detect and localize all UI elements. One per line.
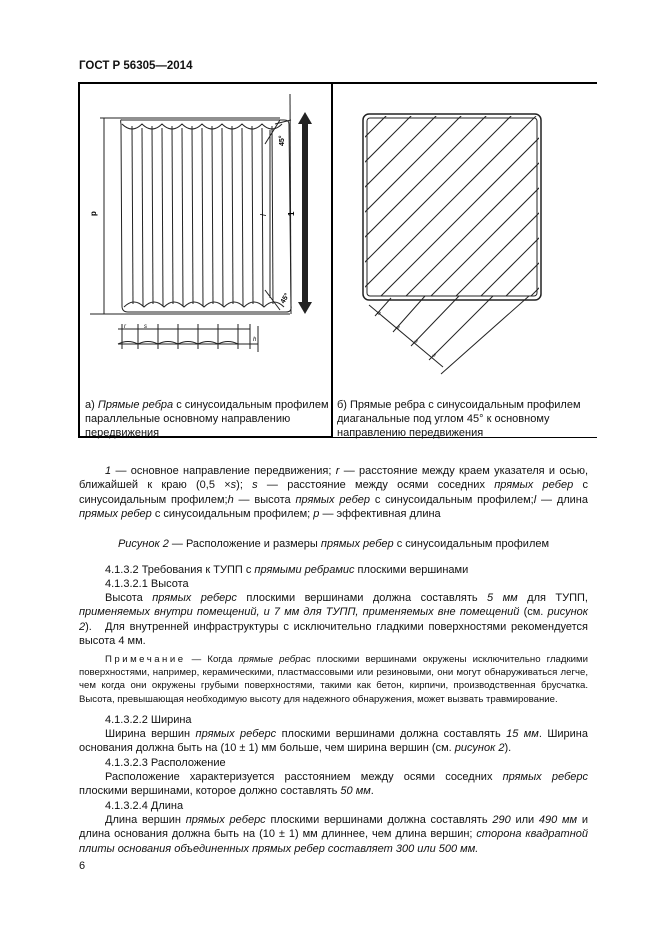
section-4-1-3-2-3-heading: 4.1.3.2.3 Расположение — [105, 757, 226, 769]
diagonal-ribs-drawing — [333, 84, 597, 384]
svg-text:s: s — [144, 324, 147, 330]
figure-cell-b — [333, 82, 597, 438]
svg-text:s: s — [412, 338, 419, 345]
height-paragraph: Высота прямых реберс плоскими вершинами должна составлять 5 мм для ТУПП, применяемых внутри помещений, и 7 мм для ТУПП, применяемых вне помещений (см. рисунок 2). — [79, 592, 588, 633]
parallel-ribs-drawing — [80, 84, 331, 384]
svg-text:r: r — [124, 324, 126, 330]
note-paragraph: Примечание — Когда прямые ребрас плоскими вершинами окружены исключительно гладкими поверхностями, например, керамическими, пластмассовыми или резиновыми, они могут обнаруживаться легче, чем когда они окружены грубыми поверхностями, такими как бетон, кирпичи, производственная брусчатка. Высота, превышающая необходимую высоту для надежного обнаружения, может вызвать травмирование. — [79, 654, 588, 705]
caption-a: а) Прямые ребра с синусоидальным профилем параллельные основному направлению передвижения — [85, 399, 329, 439]
length-paragraph: Длина вершин прямых реберс плоскими вершинами должна составлять 290 или 490 мм и длина основания должна быть на (10 ± 1) мм длиннее, чем длина вершин; сторона квадратной плиты основания объединенных прямых ребер составляет 300 или 500 мм. — [79, 814, 588, 855]
width-paragraph: Ширина вершин прямых реберс плоскими вершинами должна составлять 15 мм. Ширина основания должна быть на (10 ± 1) мм больше, чем ширина вершин (см. рисунок 2). — [79, 728, 588, 755]
svg-text:p: p — [89, 211, 98, 216]
figure-caption: Рисунок 2 — Расположение и размеры прямых ребер с синусоидальным профилем — [117, 538, 550, 550]
svg-text:l: l — [259, 214, 268, 216]
svg-text:s: s — [430, 352, 437, 359]
position-paragraph: Расположение характеризуется расстоянием между осями соседних прямых реберс плоскими вершинами, которое должно составлять 50 мм. — [79, 771, 589, 798]
svg-text:1: 1 — [287, 211, 296, 216]
figure-cell-a — [78, 82, 333, 438]
section-4-1-3-2-heading: 4.1.3.2 Требования к ТУПП с прямыми ребрамис плоскими вершинами — [105, 564, 469, 576]
section-4-1-3-2-2-heading: 4.1.3.2.2 Ширина — [105, 714, 192, 726]
svg-text:45°: 45° — [279, 292, 292, 305]
document-header: ГОСТ Р 56305—2014 — [79, 60, 193, 72]
figure-table — [78, 82, 597, 437]
height-recommendation: Для внутренней инфраструктуры с исключительно гладкими поверхностями рекомендуется высота 4 мм. — [79, 621, 588, 648]
svg-text:45°: 45° — [279, 135, 286, 146]
caption-b: б) Прямые ребра с синусоидальным профилем диаганальные под углом 45° к основному направлению передвижения — [337, 399, 581, 439]
section-4-1-3-2-4-heading: 4.1.3.2.4 Длина — [105, 800, 184, 812]
svg-text:h: h — [253, 337, 257, 343]
svg-text:s: s — [375, 310, 382, 317]
svg-text:s: s — [394, 324, 401, 331]
page-number: 6 — [79, 860, 86, 872]
section-4-1-3-2-1-heading: 4.1.3.2.1 Высота — [105, 578, 189, 590]
figure-legend: 1 — основное направление передвижения; r — расстояние между краем указателя и осью, ближайшей к краю (0,5 ×s); s — расстояние между осями соседних прямых ребер с синусоидальным профилем;h — высота прямых ребер с синусоидальным профилем;l — длина прямых ребер с синусоидальным профилем; p — эффективная длина — [79, 465, 589, 520]
